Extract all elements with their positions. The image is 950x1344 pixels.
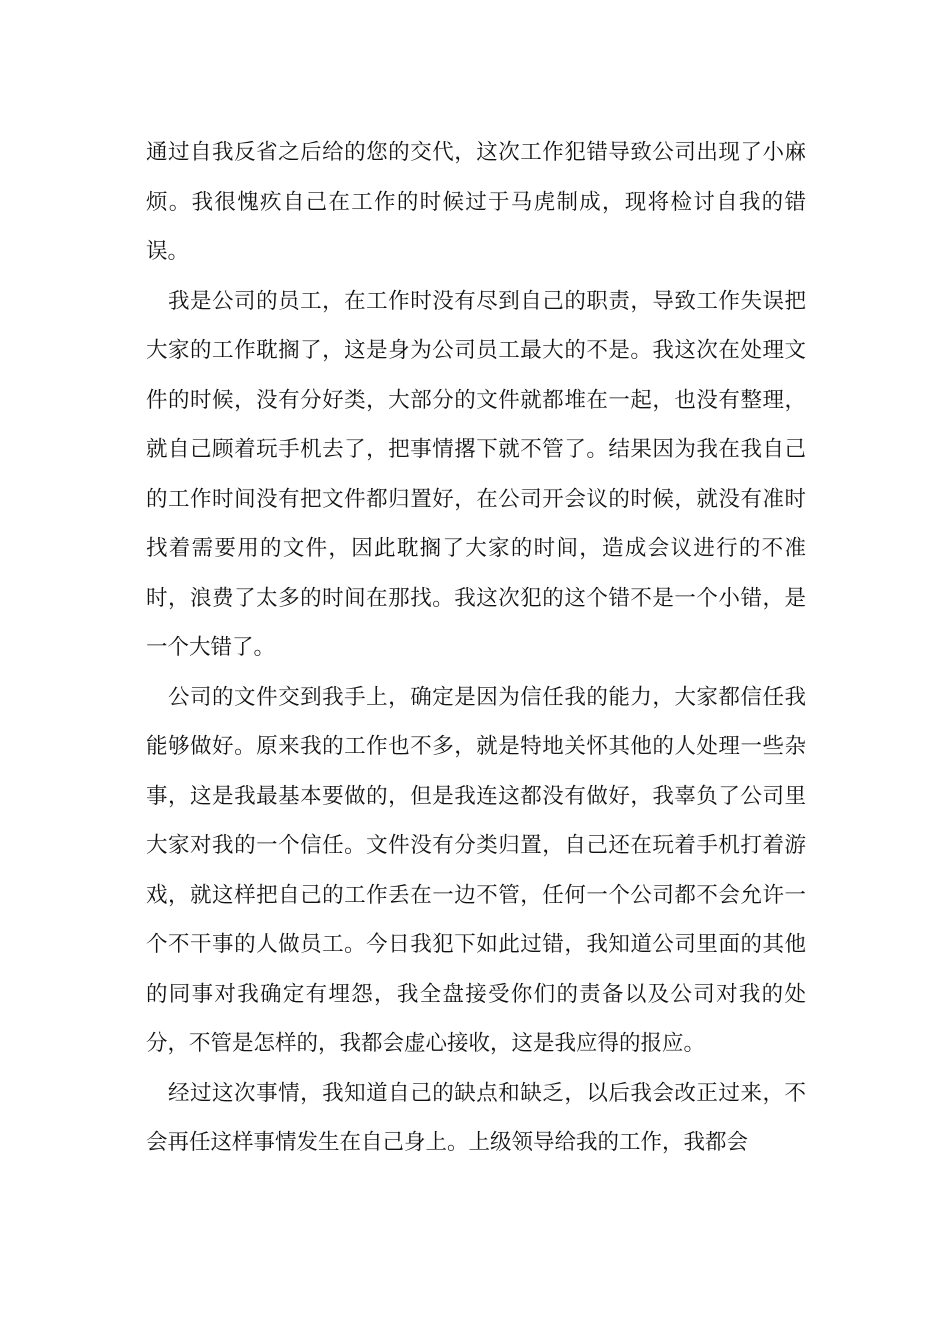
paragraph-3: 公司的文件交到我手上，确定是因为信任我的能力，大家都信任我能够做好。原来我的工作也不多，就是特地关怀其他的人处理一些杂事，这是我最基本要做的，但是我连这都没有做好，我辜负了公司里大家对我的一个信任。文件没有分类归置，自己还在玩着手机打着游戏，就这样把自己的工作丢在一边不管，任何一个公司都不会允许一个不干事的人做员工。今日我犯下如此过错，我知道公司里面的其他的同事对我确定有埋怨，我全盘接受你们的责备以及公司对我的处分，不管是怎样的，我都会虚心接收，这是我应得的报应。 bbox=[146, 684, 806, 1056]
paragraph-1: 通过自我反省之后给的您的交代，这次工作犯错导致公司出现了小麻烦。我很愧疚自己在工作的时候过于马虎制成，现将检讨自我的错误。 bbox=[146, 140, 806, 264]
paragraph-4: 经过这次事情，我知道自己的缺点和缺乏，以后我会改正过来，不会再任这样事情发生在自己身上。上级领导给我的工作，我都会 bbox=[146, 1080, 806, 1155]
document-body bbox=[146, 128, 806, 1168]
paragraph-2: 我是公司的员工，在工作时没有尽到自己的职责，导致工作失误把大家的工作耽搁了，这是身为公司员工最大的不是。我这次在处理文件的时候，没有分好类，大部分的文件就都堆在一起，也没有整理，就自己顾着玩手机去了，把事情撂下就不管了。结果因为我在我自己的工作时间没有把文件都归置好，在公司开会议的时候，就没有准时找着需要用的文件，因此耽搁了大家的时间，造成会议进行的不准时，浪费了太多的时间在那找。我这次犯的这个错不是一个小错，是一个大错了。 bbox=[146, 288, 806, 660]
